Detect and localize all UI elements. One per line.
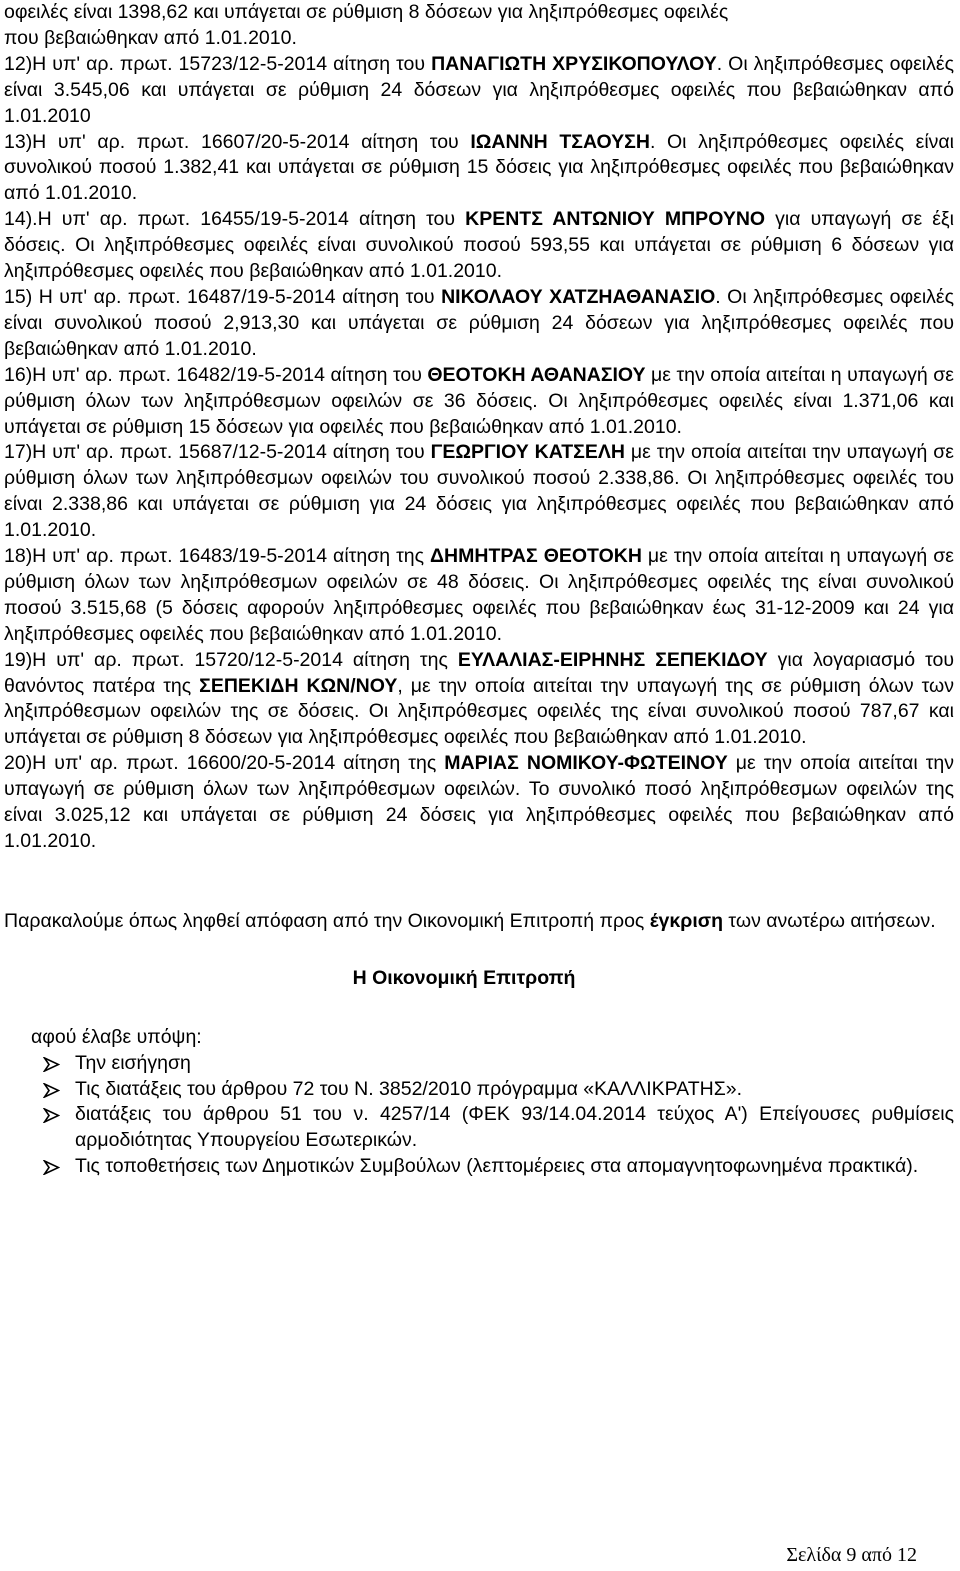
consideration-text: διατάξεις του άρθρου 51 του ν. 4257/14 (ΦΕΚ 93/14.04.2014 τεύχος Α') Επείγουσες ρυθμίσεις αρμοδιότητας Υπουργείου Εσωτερικών.	[75, 1103, 954, 1152]
arrowhead-bullet-icon	[43, 1160, 60, 1175]
entry-16	[4, 363, 954, 441]
page-number-footer: Σελίδα 9 από 12	[786, 1544, 917, 1566]
entry-12	[4, 52, 954, 130]
entry-18-details: με την οποία αιτείται η υπαγωγή σε ρύθμιση όλων των ληξιπρόθεσμων οφειλών σε 48 δόσεις. Οι ληξιπρόθεσμες οφειλές της είναι συνολικού ποσού 3.515,68 (5 δόσεις αφορούν ληξιπρόθεσμες οφειλές που βεβαιώθηκαν έως 31-12-2009 και 24 για ληξιπρόθεσμες οφειλές που βεβαιώθηκαν από 1.01.2010.	[4, 545, 954, 645]
entry-14-prefix: 14).Η υπ' αρ. πρωτ. 16455/19-5-2014 αίτηση του	[4, 208, 466, 231]
entry-19-applicant-name: ΕΥΛΑΛΙΑΣ-ΕΙΡΗΝΗΣ ΣΕΠΕΚΙΔΟΥ	[457, 648, 768, 671]
considerations-list	[4, 1051, 954, 1181]
consideration-item	[4, 1154, 954, 1180]
entry-13-details: . Οι ληξιπρόθεσμες οφειλές είναι συνολικού ποσού 1.382,41 και υπάγεται σε ρύθμιση 15 δόσεις για ληξιπρόθεσμες οφειλές που βεβαιώθηκαν από 1.01.2010.	[4, 130, 955, 205]
entry-18-applicant-name: ΔΗΜΗΤΡΑΣ ΘΕΟΤΟΚΗ	[430, 545, 642, 568]
arrowhead-bullet-icon	[43, 1108, 60, 1123]
consideration-text: Την εισήγηση	[75, 1051, 191, 1074]
entry-13	[4, 130, 954, 208]
entry-19-prefix: 19)Η υπ' αρ. πρωτ. 15720/12-5-2014 αίτηση της	[4, 648, 458, 671]
entry-17	[4, 440, 954, 544]
approval-request-start: Παρακαλούμε όπως ληφθεί απόφαση από την Οικονομική Επιτροπή προς	[4, 909, 650, 932]
entry-19	[4, 648, 954, 752]
entry-12-details: . Οι ληξιπρόθεσμες οφειλές είναι 3.545,06 και υπάγεται σε ρύθμιση 24 δόσεων για ληξιπρόθεσμες οφειλές που βεβαιώθηκαν από 1.01.2010	[4, 52, 954, 127]
entry-11-line-2: που βεβαιώθηκαν από 1.01.2010.	[4, 26, 297, 49]
entry-14-details: για υπαγωγή σε έξι δόσεις. Οι ληξιπρόθεσμες οφειλές είναι συνολικού ποσού 593,55 και υπάγεται σε ρύθμιση 6 δόσεων για ληξιπρόθεσμες οφειλές που βεβαιώθηκαν από 1.01.2010.	[4, 208, 954, 283]
entry-14	[4, 207, 954, 285]
entry-20-prefix: 20)Η υπ' αρ. πρωτ. 16600/20-5-2014 αίτηση της	[4, 752, 445, 775]
entry-19-deceased-name: ΣΕΠΕΚΙΔΗ ΚΩΝ/ΝΟΥ	[199, 674, 398, 697]
entry-16-prefix: 16)Η υπ' αρ. πρωτ. 16482/19-5-2014 αίτηση του	[4, 363, 428, 386]
consideration-item	[4, 1102, 954, 1154]
considering-label: αφού έλαβε υπόψη:	[31, 1025, 202, 1048]
entry-11-continuation	[4, 0, 954, 52]
entry-14-applicant-name: ΚΡΕΝΤΣ ΑΝΤΩΝΙΟΥ ΜΠΡΟΥΝΟ	[465, 208, 766, 231]
entry-11-line-1: οφειλές είναι 1398,62 και υπάγεται σε ρύθμιση 8 δόσεων για ληξιπρόθεσμες οφειλές	[4, 1, 729, 23]
approval-request-end: των ανωτέρω αιτήσεων.	[723, 909, 936, 932]
arrowhead-bullet-icon	[43, 1057, 60, 1072]
entry-16-applicant-name: ΘΕΟΤΟΚΗ ΑΘΑΝΑΣΙΟΥ	[427, 363, 646, 386]
entry-13-prefix: 13)Η υπ' αρ. πρωτ. 16607/20-5-2014 αίτηση του	[4, 130, 471, 153]
entry-12-prefix: 12)Η υπ' αρ. πρωτ. 15723/12-5-2014 αίτηση του	[4, 52, 432, 75]
committee-title: Η Οικονομική Επιτροπή	[352, 966, 576, 989]
entry-15-details: . Οι ληξιπρόθεσμες οφειλές είναι συνολικού ποσού 2,913,30 και υπάγεται σε ρύθμιση 24 δόσεων για ληξιπρόθεσμες οφειλές που βεβαιώθηκαν από 1.01.2010.	[4, 285, 954, 360]
entry-18-prefix: 18)Η υπ' αρ. πρωτ. 16483/19-5-2014 αίτηση της	[4, 545, 431, 568]
entry-17-details: με την οποία αιτείται την υπαγωγή σε ρύθμιση όλων των ληξιπρόθεσμων οφειλών του συνολικού ποσού 2.338,86. Οι ληξιπρόθεσμες οφειλές του είναι 2.338,86 και υπάγεται σε ρύθμιση για 24 δόσεις για ληξιπρόθεσμες οφειλές που βεβαιώθηκαν από 1.01.2010.	[4, 441, 955, 542]
consideration-item	[4, 1051, 954, 1077]
document-page	[4, 0, 954, 1180]
entry-17-prefix: 17)Η υπ' αρ. πρωτ. 15687/12-5-2014 αίτηση του	[4, 441, 431, 464]
entry-16-details: με την οποία αιτείται η υπαγωγή σε ρύθμιση όλων των ληξιπρόθεσμων οφειλών σε 36 δόσεις. Οι ληξιπρόθεσμες οφειλές είναι 1.371,06 και υπάγεται σε ρύθμιση 15 δόσεων για οφειλές που βεβαιώθηκαν από 1.01.2010.	[4, 363, 954, 438]
entry-15-applicant-name: ΝΙΚΟΛΑΟΥ ΧΑΤΖΗΑΘΑΝΑΣΙΟ	[441, 285, 716, 308]
consideration-text: Τις διατάξεις του άρθρου 72 του Ν. 3852/2010 πρόγραμμα «ΚΑΛΛΙΚΡΑΤΗΣ».	[75, 1077, 743, 1100]
consideration-item	[4, 1077, 954, 1103]
entry-19-middle: για λογαριασμό του θανόντος πατέρα της	[4, 648, 954, 697]
arrowhead-bullet-icon	[43, 1083, 60, 1098]
entry-15-prefix: 15) Η υπ' αρ. πρωτ. 16487/19-5-2014 αίτηση του	[4, 285, 442, 308]
entry-20-details: με την οποία αιτείται την υπαγωγή σε ρύθμιση όλων των ληξιπρόθεσμων οφειλών. Το συνολικό ποσό ληξιπρόθεσμων οφειλών της είναι 3.025,12 και υπάγεται σε ρύθμιση 24 δόσεις για ληξιπρόθεσμες οφειλές που βεβαιώθηκαν από 1.01.2010.	[4, 752, 954, 852]
approval-request	[4, 909, 954, 935]
entry-20-applicant-name: ΜΑΡΙΑΣ ΝΟΜΙΚΟΥ-ΦΩΤΕΙΝΟΥ	[444, 752, 728, 775]
consideration-text: Τις τοποθετήσεις των Δημοτικών Συμβούλων (λεπτομέρειες στα απομαγνητοφωνημένα πρακτικά).	[75, 1155, 919, 1178]
entry-20	[4, 751, 954, 855]
entry-19-details: , με την οποία αιτείται την υπαγωγή της σε ρύθμιση όλων των ληξιπρόθεσμων οφειλών της σε δόσεις. Οι ληξιπρόθεσμες οφειλές της είναι συνολικού ποσού 787,67 και υπάγεται σε ρύθμιση 8 δόσεων για ληξιπρόθεσμες οφειλές που βεβαιώθηκαν από 1.01.2010.	[4, 674, 954, 749]
entry-18	[4, 544, 954, 648]
approval-request-emphasis: έγκριση	[649, 909, 723, 932]
entry-12-applicant-name: ΠΑΝΑΓΙΩΤΗ ΧΡΥΣΙΚΟΠΟΥΛΟΥ	[431, 52, 717, 75]
entry-17-applicant-name: ΓΕΩΡΓΙΟΥ ΚΑΤΣΕΛΗ	[430, 441, 625, 464]
entry-13-applicant-name: ΙΩΑΝΝΗ ΤΣΑΟΥΣΗ	[470, 130, 650, 153]
entry-15	[4, 285, 954, 363]
